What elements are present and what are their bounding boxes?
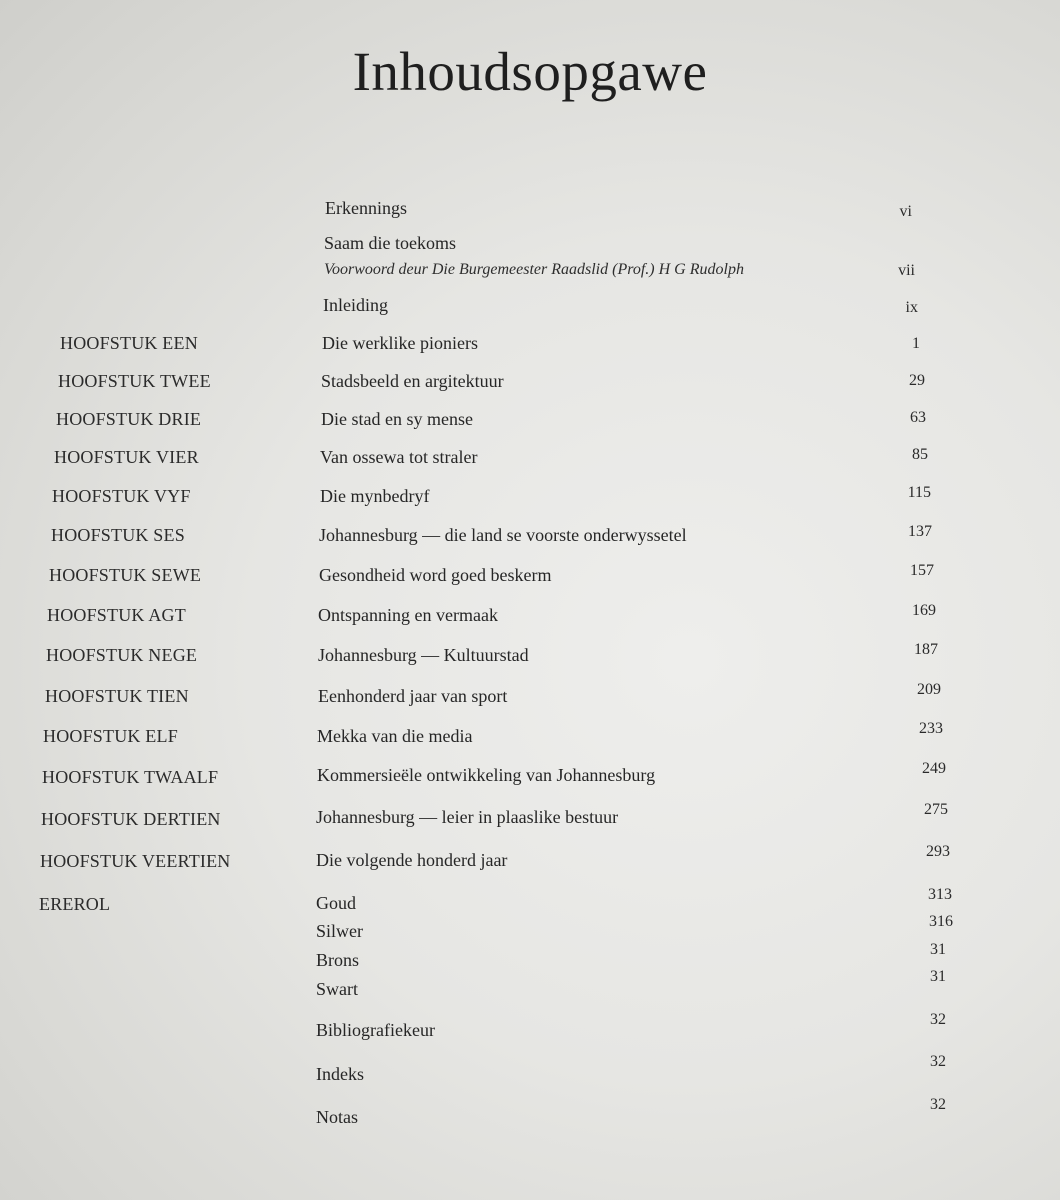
chapter-label: HOOFSTUK VYF [52,486,191,506]
entry-title: Goud [316,893,356,913]
page-number: 233 [919,720,943,737]
page-number: 115 [907,484,931,501]
page-number: 169 [912,602,936,619]
page-number: 209 [917,681,941,698]
page-number: 85 [912,446,928,463]
chapter-label: HOOFSTUK ELF [43,726,178,746]
page-number: 316 [929,913,953,930]
page-title: Inhoudsopgawe [352,41,708,102]
entry-title: Johannesburg — Kultuurstad [318,645,529,665]
chapter-label: HOOFSTUK TWAALF [42,767,219,787]
page-number: 31 [930,968,946,985]
chapter-label: HOOFSTUK TWEE [58,371,211,391]
page-number: 313 [928,886,952,903]
page-number: 63 [910,409,926,426]
page-number: vi [899,203,912,220]
chapter-label: HOOFSTUK EEN [60,333,198,353]
chapter-label: HOOFSTUK DERTIEN [41,809,221,829]
entry-title: Kommersieële ontwikkeling van Johannesburg [317,765,656,785]
page-number: 137 [908,523,932,540]
entry-title: Brons [316,950,360,970]
entry-title: Silwer [316,921,363,941]
entry-title: Swart [316,979,358,999]
chapter-label: HOOFSTUK VEERTIEN [40,851,231,871]
page-number: 249 [922,760,946,777]
chapter-label: HOOFSTUK SES [51,525,185,545]
chapter-label: HOOFSTUK SEWE [49,565,202,585]
page-number: 32 [930,1011,946,1028]
entry-title: Inleiding [323,295,388,315]
entry-title: Gesondheid word goed beskerm [319,565,552,585]
entry-subtitle: Voorwoord deur Die Burgemeester Raadslid (Prof.) H G Rudolph [324,261,744,278]
page-number: 187 [914,641,938,658]
page-number: 293 [926,843,950,860]
entry-title: Saam die toekoms [324,233,456,253]
chapter-label: HOOFSTUK NEGE [46,645,198,665]
chapter-label: HOOFSTUK TIEN [45,686,189,706]
entry-title: Van ossewa tot straler [320,447,478,467]
entry-title: Erkennings [325,198,407,218]
entry-title: Stadsbeeld en argitektuur [321,371,504,391]
page-number: 1 [912,335,920,352]
chapter-label: HOOFSTUK DRIE [56,409,202,429]
page-number: ix [905,299,918,316]
entry-title: Eenhonderd jaar van sport [318,686,508,706]
entry-title: Die volgende honderd jaar [316,850,508,870]
entry-title: Mekka van die media [317,726,473,746]
entry-title: Indeks [316,1064,364,1084]
page-number: 32 [930,1096,946,1113]
entry-title: Bibliografiekeur [316,1020,435,1040]
page-number: 31 [930,941,946,958]
page-number: 275 [924,801,948,818]
entry-title: Notas [316,1107,358,1127]
entry-title: Johannesburg — leier in plaaslike bestuur [316,807,619,827]
entry-title: Johannesburg — die land se voorste onderwyssetel [319,525,687,545]
entry-title: Die stad en sy mense [321,409,473,429]
page-number: 32 [930,1053,946,1070]
chapter-label: EREROL [39,894,111,914]
chapter-label: HOOFSTUK VIER [54,447,199,467]
page-number: 29 [909,372,925,389]
page-number: vii [898,262,915,279]
entry-title: Die mynbedryf [320,486,430,506]
entry-title: Ontspanning en vermaak [318,605,498,625]
page-number: 157 [910,562,934,579]
chapter-label: HOOFSTUK AGT [47,605,186,625]
entry-title: Die werklike pioniers [322,333,478,353]
